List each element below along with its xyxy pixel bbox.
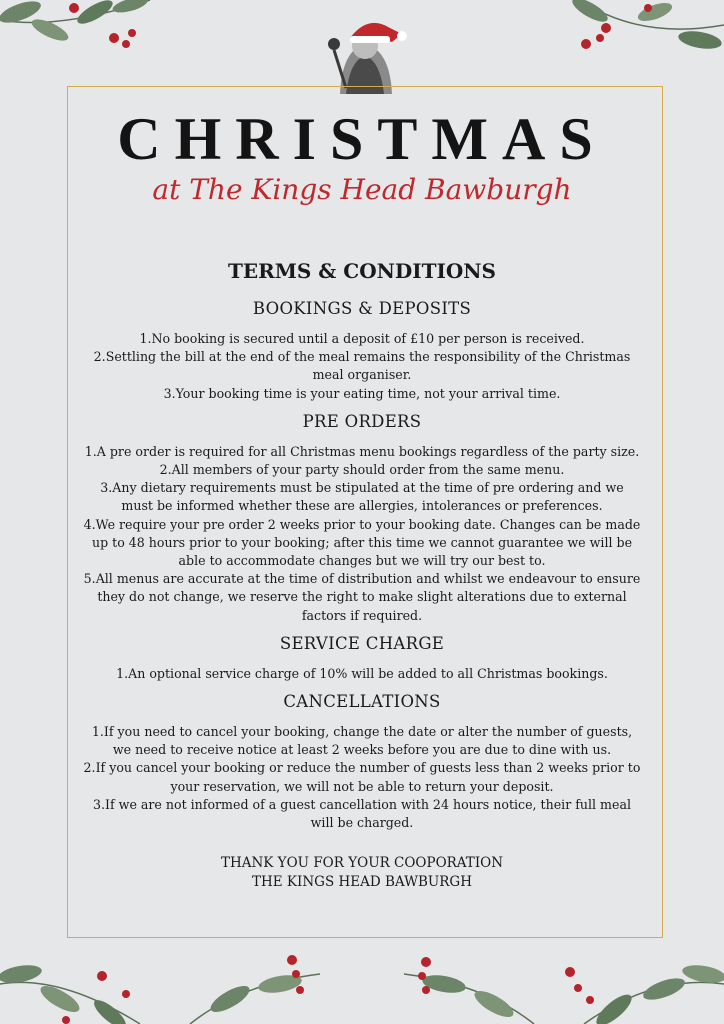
term-line: 1.If you need to cancel your booking, change the date or alter the number of guests, bbox=[91, 724, 633, 740]
section-cancellations bbox=[72, 689, 652, 832]
section-title: CANCELLATIONS bbox=[283, 692, 441, 712]
term-line: 3.Any dietary requirements must be stipulated at the time of pre ordering and we bbox=[100, 480, 624, 496]
term-line: 2.Settling the bill at the end of the meal remains the responsibility of the Christmas bbox=[93, 349, 631, 365]
term-line: factors if required. bbox=[301, 607, 423, 623]
term-line: 1.A pre order is required for all Christmas menu bookings regardless of the party size. bbox=[84, 443, 640, 459]
term-line: up to 48 hours prior to your booking; after this time we cannot guarantee we will be bbox=[91, 534, 633, 550]
section-title: PRE ORDERS bbox=[302, 411, 422, 431]
section-bookings-deposits bbox=[72, 296, 652, 403]
term-line: 5.All menus are accurate at the time of distribution and whilst we endeavour to ensure bbox=[83, 571, 641, 587]
term-line: 2.If you cancel your booking or reduce the number of guests less than 2 weeks prior to bbox=[83, 760, 641, 776]
term-line: meal organiser. bbox=[312, 367, 412, 383]
term-line: must be informed whether these are allergies, intolerances or preferences. bbox=[121, 498, 603, 514]
term-line: 4.We require your pre order 2 weeks prior to your booking date. Changes can be made bbox=[83, 516, 641, 532]
term-line: we need to receive notice at least 2 weeks before you are due to dine with us. bbox=[112, 742, 612, 758]
term-line: able to accommodate changes but we will try our best to. bbox=[178, 553, 546, 569]
terms-content bbox=[72, 256, 652, 892]
page-subtitle: at The Kings Head Bawburgh bbox=[152, 173, 572, 206]
holly-bottom-left-icon bbox=[0, 944, 330, 1024]
term-line: 3.Your booking time is your eating time, not your arrival time. bbox=[163, 385, 561, 401]
footer bbox=[72, 854, 652, 892]
term-line: will be charged. bbox=[310, 815, 414, 831]
page-title: CHRISTMAS bbox=[117, 106, 607, 172]
footer-signature: THE KINGS HEAD BAWBURGH bbox=[252, 874, 472, 891]
holly-top-left-icon bbox=[0, 0, 180, 70]
term-line: 2.All members of your party should order from the same menu. bbox=[159, 462, 565, 478]
king-santa-logo-icon bbox=[320, 10, 410, 94]
term-line: 1.No booking is secured until a deposit of £10 per person is received. bbox=[139, 331, 585, 346]
section-pre-orders bbox=[72, 409, 652, 625]
holly-bottom-right-icon bbox=[394, 944, 724, 1024]
term-line: they do not change, we reserve the right to make slight alterations due to external bbox=[97, 589, 627, 605]
term-line: 3.If we are not informed of a guest cancellation with 24 hours notice, their full meal bbox=[93, 796, 631, 812]
section-service-charge bbox=[72, 631, 652, 683]
term-line: 1.An optional service charge of 10% will be added to all Christmas bookings. bbox=[116, 665, 608, 681]
section-title: BOOKINGS & DEPOSITS bbox=[252, 299, 472, 318]
holly-top-right-icon bbox=[560, 0, 724, 70]
section-title: SERVICE CHARGE bbox=[279, 633, 445, 653]
footer-thanks: THANK YOU FOR YOUR COOPORATION bbox=[220, 855, 504, 872]
term-line: your reservation, we will not be able to return your deposit. bbox=[170, 778, 554, 794]
terms-heading: TERMS & CONDITIONS bbox=[227, 259, 497, 283]
